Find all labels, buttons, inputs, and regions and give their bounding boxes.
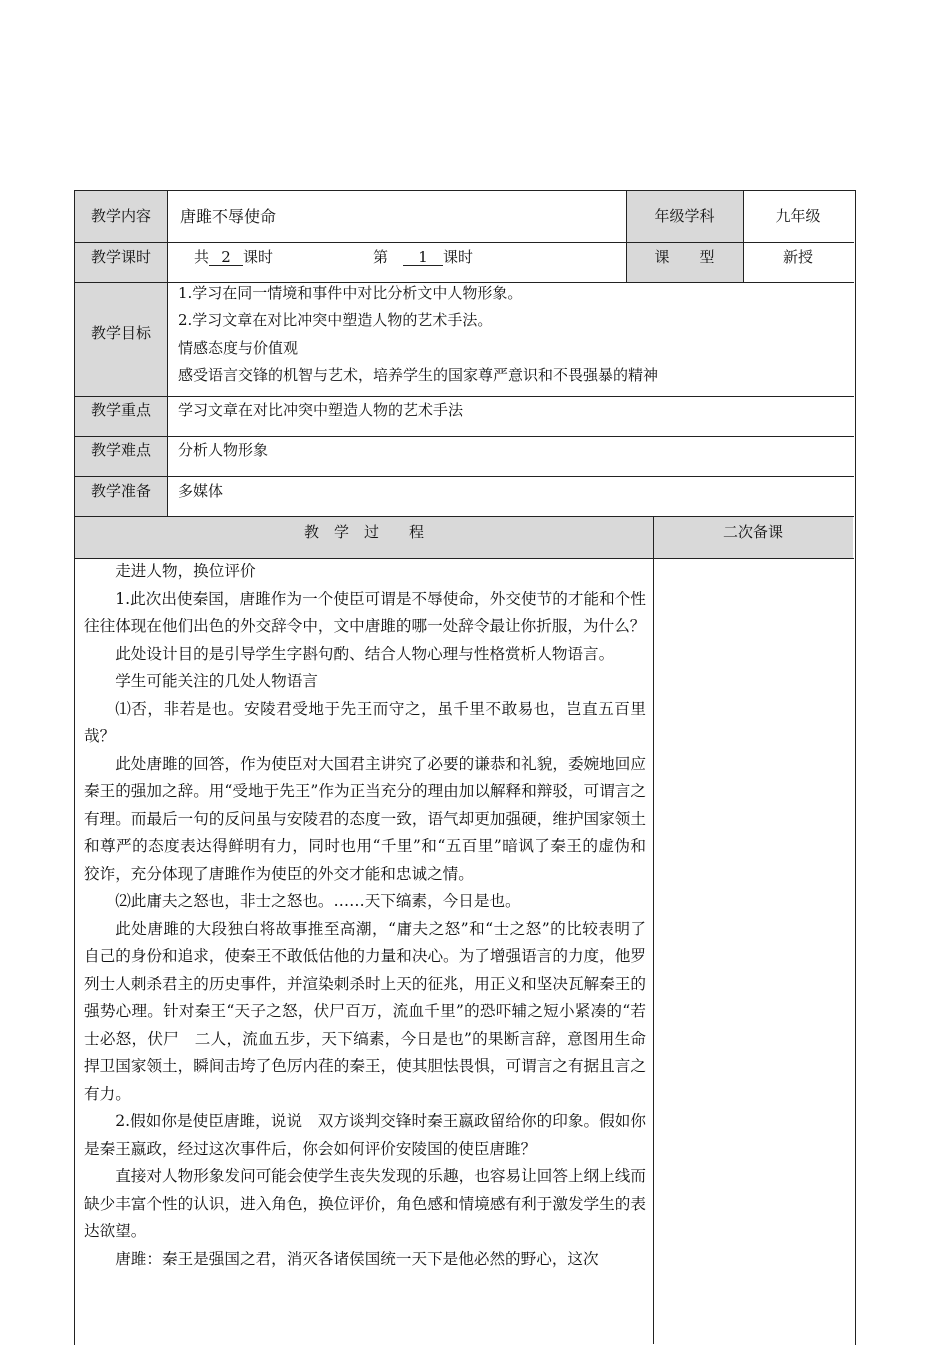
objective-line: 1.学习在同一情境和事件中对比分析文中人物形象。 bbox=[178, 284, 523, 302]
col-divider bbox=[167, 190, 168, 516]
process-paragraph: 1.此次出使秦国，唐雎作为一个使臣可谓是不辱使命，外交使节的才能和个性往往体现在他们出色的外交辞令中，文中唐雎的哪一处辞令最让你折服，为什么？ bbox=[84, 589, 646, 635]
process-paragraph: 此处唐雎的大段独白将故事推至高潮，“庸夫之怒”和“士之怒”的比较表明了自己的身份和追求，使秦王不敢低估他的力量和决心。为了增强语言的力度，他罗列士人刺杀君主的历史事件，并渲染刺杀时上天的征兆，用正义和坚决瓦解秦王的强势心理。针对秦王“天子之怒，伏尸百万，流血千里”的恐吓辅之短小紧凑的“若士必怒，伏尸 二人，流血五步，天下缟素，今日是也”的果断言辞，意图用生命捍卫国家领土，瞬间击垮了色厉内荏的秦王，使其胆怯畏惧，可谓言之有据且言之有力。 bbox=[84, 919, 646, 1103]
preparation-label: 教学准备 bbox=[90, 482, 151, 500]
lesson-title: 唐雎不辱使命 bbox=[180, 207, 277, 226]
row-divider bbox=[74, 516, 854, 517]
process-paragraph: 走进人物，换位评价 bbox=[115, 562, 256, 580]
key-point-label: 教学重点 bbox=[90, 401, 151, 419]
period-label: 教学课时 bbox=[90, 248, 151, 266]
process-paragraph: 唐雎：秦王是强国之君，消灭各诸侯国统一天下是他必然的野心，这次 bbox=[115, 1249, 599, 1268]
period-total-value: 2 bbox=[209, 249, 243, 266]
col-divider bbox=[653, 516, 654, 1344]
teaching-process-body bbox=[84, 558, 646, 1273]
period-current-value: 1 bbox=[403, 249, 443, 266]
period-current-unit: 课时 bbox=[443, 248, 474, 266]
objective-line: 情感态度与价值观 bbox=[178, 339, 299, 357]
period-current-prefix: 第 bbox=[373, 248, 389, 266]
process-paragraph: 此处唐雎的回答，作为使臣对大国君主讲究了必要的谦恭和礼貌，委婉地回应秦王的强加之辞。用“受地于先王”作为正当充分的理由加以解释和辩驳，可谓言之有理。而最后一句的反问虽与安陵君的态度一致，语气却更加强硬，维护国家领土和尊严的态度表达得鲜明有力，同时也用“千里”和“五百里”暗讽了秦王的虚伪和狡诈，充分体现了唐雎作为使臣的外交才能和忠诚之情。 bbox=[84, 754, 646, 883]
lesson-type-value: 新授 bbox=[782, 248, 813, 266]
secondary-prep-header: 二次备课 bbox=[722, 523, 783, 541]
lesson-type-label: 课 型 bbox=[654, 248, 715, 266]
process-paragraph: ⑴否，非若是也。安陵君受地于先王而守之，虽千里不敢易也，岂直五百里哉？ bbox=[84, 699, 646, 745]
row-divider bbox=[74, 396, 854, 397]
grade-subject-value: 九年级 bbox=[775, 207, 821, 225]
objective-line: 感受语言交锋的机智与艺术，培养学生的国家尊严意识和不畏强暴的精神 bbox=[178, 366, 659, 384]
process-paragraph: 直接对人物形象发问可能会使学生丧失发现的乐趣，也容易让回答上纲上线而缺少丰富个性的认识，进入角色，换位评价，角色感和情境感有利于激发学生的表达欲望。 bbox=[84, 1167, 646, 1240]
key-point-value: 学习文章在对比冲突中塑造人物的艺术手法 bbox=[178, 401, 464, 419]
row-divider bbox=[74, 436, 854, 437]
period-total-unit: 课时 bbox=[243, 248, 274, 266]
objectives-label: 教学目标 bbox=[90, 324, 151, 342]
content-label: 教学内容 bbox=[90, 207, 151, 225]
process-paragraph: ⑵此庸夫之怒也，非士之怒也。……天下缟素，今日是也。 bbox=[115, 892, 521, 910]
col-divider bbox=[743, 190, 744, 282]
col-divider bbox=[626, 190, 627, 282]
difficulty-label: 教学难点 bbox=[90, 441, 151, 459]
process-paragraph: 此处设计目的是引导学生字斟句酌、结合人物心理与性格赏析人物语言。 bbox=[115, 644, 615, 663]
process-paragraph: 2.假如你是使臣唐雎，说说 双方谈判交锋时秦王嬴政留给你的印象。假如你是秦王嬴政，经过这次事件后，你会如何评价安陵国的使臣唐雎？ bbox=[84, 1112, 646, 1158]
process-paragraph: 学生可能关注的几处人物语言 bbox=[115, 672, 318, 690]
row-divider bbox=[74, 242, 854, 243]
period-current bbox=[373, 247, 473, 267]
process-header: 教 学 过 程 bbox=[303, 523, 424, 541]
period-total bbox=[194, 247, 273, 267]
difficulty-value: 分析人物形象 bbox=[178, 441, 269, 459]
row-divider bbox=[74, 476, 854, 477]
grade-subject-label: 年级学科 bbox=[654, 207, 715, 225]
period-total-prefix: 共 bbox=[194, 248, 210, 266]
objective-line: 2.学习文章在对比冲突中塑造人物的艺术手法。 bbox=[178, 311, 493, 329]
preparation-value: 多媒体 bbox=[178, 482, 224, 500]
